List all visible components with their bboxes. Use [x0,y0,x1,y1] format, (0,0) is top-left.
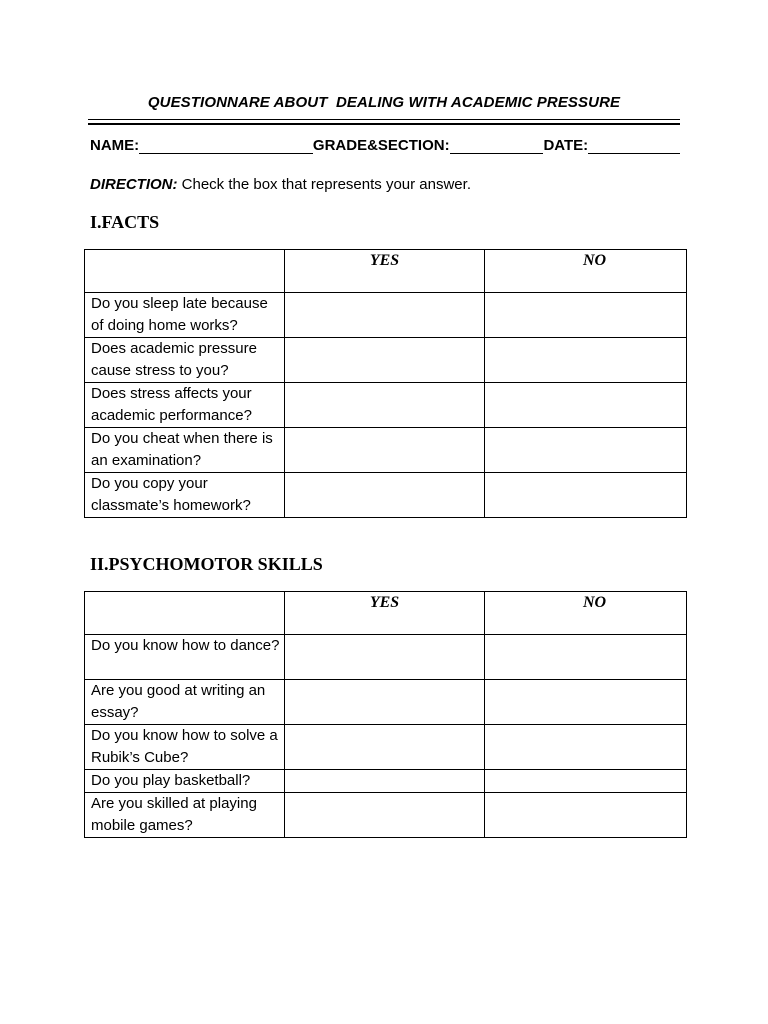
table-row [85,680,687,725]
header-blank-cell [85,250,285,293]
no-header-label: NO [582,594,607,611]
date-label: DATE: [543,137,589,154]
info-line [90,137,680,154]
yes-checkbox-cell[interactable] [285,383,485,428]
direction-label: DIRECTION [90,176,173,193]
no-column-header [485,250,687,293]
yes-column-header [285,592,485,635]
no-checkbox-cell[interactable] [485,428,687,473]
table-row [85,428,687,473]
title-rule-thin [88,119,680,120]
table-row [85,473,687,518]
yes-checkbox-cell[interactable] [285,635,485,680]
no-column-header [485,592,687,635]
question-cell: Do you copy your classmate’s homework? [85,473,285,518]
name-blank-field[interactable] [139,137,313,154]
psychomotor-skills-table [84,591,687,838]
page-title: QUESTIONNARE ABOUT DEALING WITH ACADEMIC PRESSURE [147,94,621,111]
grade-section-blank-field[interactable] [450,137,544,154]
question-cell: Do you cheat when there is an examination? [85,428,285,473]
table-row [85,293,687,338]
no-checkbox-cell[interactable] [485,293,687,338]
no-checkbox-cell[interactable] [485,383,687,428]
no-checkbox-cell[interactable] [485,338,687,383]
question-cell: Do you sleep late because of doing home works? [85,293,285,338]
yes-checkbox-cell[interactable] [285,338,485,383]
yes-checkbox-cell[interactable] [285,428,485,473]
section-heading-psychomotor-skills: II.PSYCHOMOTOR SKILLS [90,554,323,574]
table-row [85,770,687,793]
yes-column-header [285,250,485,293]
direction-text: Check the box that represents your answer. [177,176,471,193]
no-checkbox-cell[interactable] [485,473,687,518]
no-checkbox-cell[interactable] [485,680,687,725]
no-checkbox-cell[interactable] [485,635,687,680]
yes-checkbox-cell[interactable] [285,473,485,518]
question-cell: Does stress affects your academic performance? [85,383,285,428]
yes-header-label: YES [369,594,400,611]
yes-checkbox-cell[interactable] [285,680,485,725]
question-cell: Do you know how to solve a Rubik’s Cube? [85,725,285,770]
direction-line [90,176,471,193]
title-rule-thick [88,123,680,125]
question-cell: Does academic pressure cause stress to you? [85,338,285,383]
date-blank-field[interactable] [588,137,680,154]
question-cell: Are you good at writing an essay? [85,680,285,725]
table-row [85,383,687,428]
no-checkbox-cell[interactable] [485,725,687,770]
no-header-label: NO [582,252,607,269]
table-header-row [85,250,687,293]
yes-checkbox-cell[interactable] [285,725,485,770]
no-checkbox-cell[interactable] [485,793,687,838]
table-header-row [85,592,687,635]
question-cell: Are you skilled at playing mobile games? [85,793,285,838]
table-row [85,793,687,838]
table-row [85,338,687,383]
question-cell: Do you play basketball? [85,770,285,793]
question-cell: Do you know how to dance? [85,635,285,680]
table-row [85,725,687,770]
yes-header-label: YES [369,252,400,269]
name-label: NAME: [90,137,140,154]
yes-checkbox-cell[interactable] [285,793,485,838]
section-heading-facts: I.FACTS [90,212,160,232]
direction-colon: : [172,176,178,193]
table-row [85,635,687,680]
header-blank-cell [85,592,285,635]
yes-checkbox-cell[interactable] [285,293,485,338]
grade-section-label: GRADE&SECTION: [312,137,450,154]
no-checkbox-cell[interactable] [485,770,687,793]
yes-checkbox-cell[interactable] [285,770,485,793]
facts-table [84,249,687,518]
